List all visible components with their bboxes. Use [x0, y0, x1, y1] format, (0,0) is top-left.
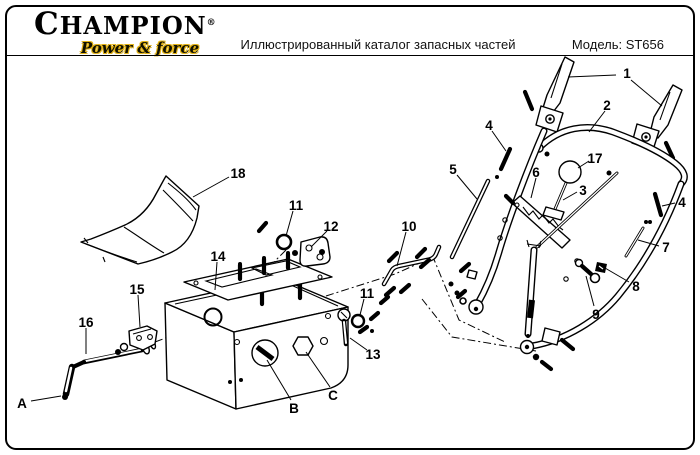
- callout-label-7: 7: [662, 240, 670, 255]
- part-bolt-4-right: [648, 194, 661, 224]
- callout-label-6: 6: [532, 165, 540, 180]
- callout-leader-4: [492, 131, 506, 151]
- model-label: Модель: ST656: [571, 37, 664, 52]
- callout-leader-13: [350, 338, 367, 350]
- callout-label-13: 13: [365, 347, 381, 362]
- part-grip-lever-left: [525, 57, 574, 132]
- part-rod-7: [626, 220, 648, 256]
- part-spring-bracket: [506, 196, 570, 248]
- part-crank-rod-lower: [526, 240, 541, 338]
- callout-leader-15: [138, 295, 140, 327]
- callout-label-1: 1: [623, 66, 631, 81]
- callout-leader-A: [31, 396, 61, 401]
- callout-label-17: 17: [587, 151, 603, 166]
- callout-leader-6: [531, 178, 536, 198]
- part-rod-5: [452, 181, 488, 257]
- part-handlebar-crossbar: [535, 127, 684, 184]
- callout-label-B: B: [289, 401, 299, 416]
- brand-tagline: Power & force: [80, 39, 200, 57]
- callout-label-C: C: [328, 388, 338, 403]
- brand-first-letter: C: [34, 6, 60, 42]
- callout-label-2: 2: [603, 98, 611, 113]
- registered-trademark-mark: ®: [206, 18, 216, 28]
- callout-leader-3: [563, 192, 577, 200]
- callout-leader-11: [286, 211, 293, 236]
- callout-label-4: 4: [485, 118, 493, 133]
- callout-label-5: 5: [449, 162, 457, 177]
- callout-label-14: 14: [210, 249, 226, 264]
- nut-c: [293, 337, 313, 355]
- callout-leader-18: [193, 177, 229, 197]
- part-z-rod: [384, 247, 439, 284]
- callout-leader-9: [586, 276, 594, 306]
- callout-label-12: 12: [323, 219, 339, 234]
- callout-label-A: A: [17, 396, 27, 411]
- callout-label-3: 3: [579, 183, 587, 198]
- callout-label-18: 18: [230, 166, 246, 181]
- callout-label-9: 9: [592, 307, 600, 322]
- part-chute-deflector: [81, 176, 199, 264]
- page-title: Иллюстрированный каталог запасных частей: [240, 37, 516, 52]
- callout-label-10: 10: [401, 219, 417, 234]
- part-mount-bracket: [259, 223, 330, 266]
- fastener-cluster: [381, 249, 477, 304]
- callout-leader-1: [631, 80, 662, 106]
- part-grommet-lower: [352, 313, 378, 333]
- callout-leader-5: [457, 175, 477, 199]
- callout-label-15: 15: [129, 282, 145, 297]
- part-grip-lever-right: [632, 85, 682, 158]
- callout-leader-1: [568, 75, 616, 77]
- brand-rest: HAMPION: [59, 11, 207, 40]
- callout-label-11: 11: [288, 198, 304, 213]
- callout-label-11: 11: [359, 286, 375, 301]
- callout-leader-8: [605, 268, 629, 282]
- part-nut-8: [595, 262, 607, 273]
- callout-label-8: 8: [632, 279, 640, 294]
- part-bolt-4-left: [495, 149, 510, 179]
- part-gearbox-housing: [165, 278, 348, 409]
- callout-label-4: 4: [678, 195, 686, 210]
- part-grommet-upper: [277, 235, 291, 249]
- callout-label-16: 16: [78, 315, 94, 330]
- callout-leader-11: [360, 299, 364, 315]
- ball-knob: [559, 161, 581, 183]
- callout-leader-10: [397, 232, 406, 266]
